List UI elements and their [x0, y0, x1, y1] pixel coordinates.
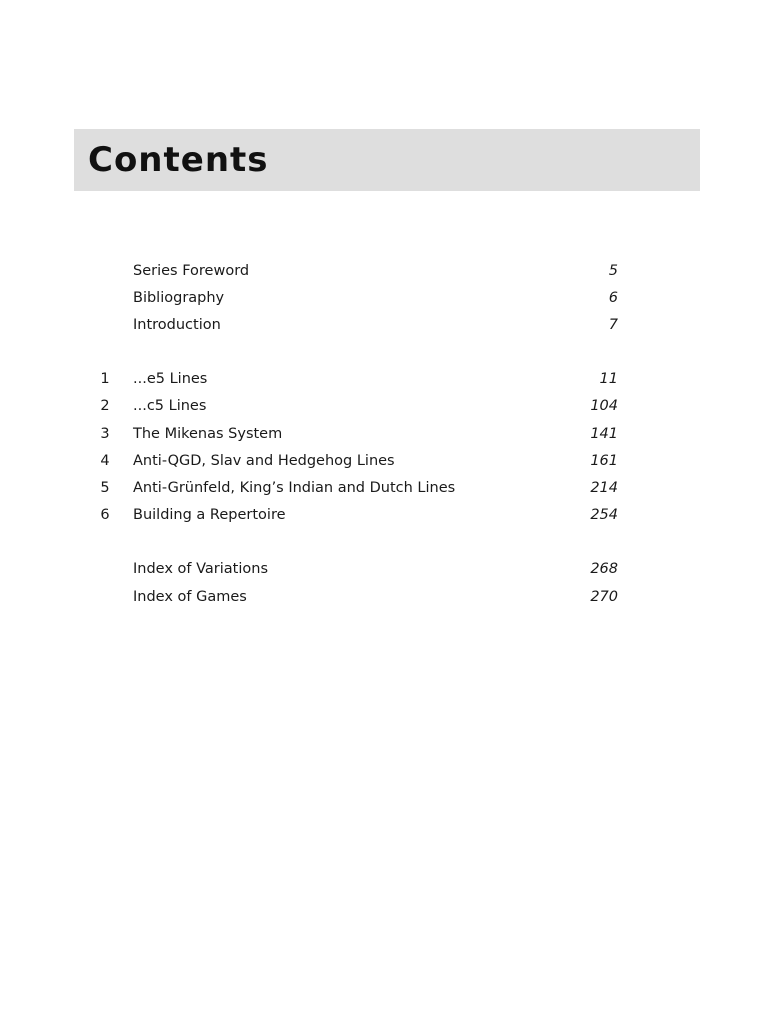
toc-chapter-3	[0, 423, 768, 445]
toc-entry-title: Index of Games	[133, 589, 247, 605]
chapter-number: 1	[100, 371, 110, 387]
chapter-title: Anti-QGD, Slav and Hedgehog Lines	[133, 453, 395, 469]
chapter-page: 161	[590, 453, 618, 469]
chapter-title: Building a Repertoire	[133, 507, 286, 523]
toc-entry-bibliography	[0, 287, 768, 309]
chapter-title: The Mikenas System	[133, 426, 283, 442]
toc-chapter-2	[0, 395, 768, 417]
chapter-title: ...c5 Lines	[133, 398, 207, 414]
chapter-title: Anti-Grünfeld, King’s Indian and Dutch Lines	[133, 480, 456, 496]
toc-entry-title: Bibliography	[133, 290, 225, 306]
toc-entry-introduction	[0, 314, 768, 336]
chapter-page: 214	[590, 480, 618, 496]
toc-entry-page: 268	[590, 561, 618, 577]
toc-entry-title: Series Foreword	[133, 263, 250, 279]
chapter-number: 6	[100, 507, 110, 523]
contents-header	[74, 129, 700, 191]
toc-entry-title: Index of Variations	[133, 561, 268, 577]
chapter-title: ...e5 Lines	[133, 371, 208, 387]
toc-entry-series-foreword	[0, 260, 768, 282]
toc-entry-page: 6	[608, 290, 618, 306]
chapter-page: 11	[599, 371, 618, 387]
toc-entry-index-of-variations	[0, 558, 768, 580]
toc-entry-page: 270	[590, 589, 618, 605]
toc-chapter-5	[0, 477, 768, 499]
chapter-number: 2	[100, 398, 110, 414]
page-title: Contents	[88, 140, 269, 180]
toc-entry-page: 7	[608, 317, 618, 333]
chapter-page: 254	[590, 507, 618, 523]
toc-chapter-4	[0, 450, 768, 472]
toc-chapter-6	[0, 504, 768, 526]
chapter-number: 5	[100, 480, 110, 496]
chapter-number: 4	[100, 453, 110, 469]
toc-chapter-1	[0, 368, 768, 390]
chapter-number: 3	[100, 426, 110, 442]
chapter-page: 141	[590, 426, 618, 442]
toc-entry-title: Introduction	[133, 317, 221, 333]
toc-entry-index-of-games	[0, 586, 768, 608]
chapter-page: 104	[590, 398, 618, 414]
toc-entry-page: 5	[608, 263, 618, 279]
